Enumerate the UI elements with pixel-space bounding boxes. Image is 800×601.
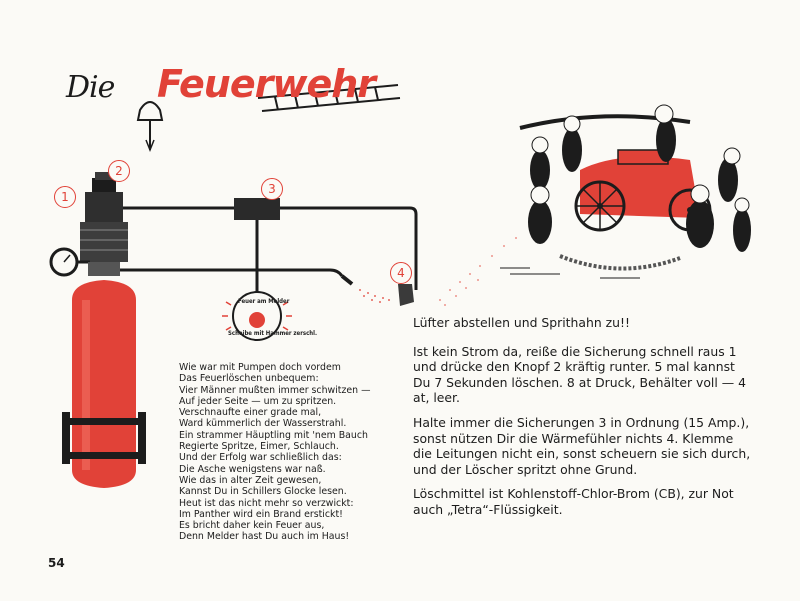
fire-brigade-scene (439, 90, 754, 306)
poem-line: Ein strammer Häuptling mit 'nem Bauch (179, 429, 368, 441)
poem-line: Es bricht daher kein Feuer aus, (179, 520, 325, 532)
poem-line: Denn Melder hast Du auch im Haus! (179, 531, 350, 543)
poem-line: Verschnaufte einer grade mal, (179, 407, 322, 419)
callout-3: 3 (261, 178, 283, 200)
melder-label-bottom: Scheibe mit Hammer zerschl. (228, 330, 318, 337)
instructions-heading: Lüfter abstellen und Sprithahn zu!! (413, 315, 630, 330)
callout-1: 1 (54, 186, 76, 208)
title-script: Die (66, 70, 115, 105)
page-number: 54 (48, 556, 65, 570)
poem-line: Auf jeder Seite — um zu spritzen. (179, 395, 337, 407)
poem-line: Regierte Spritze, Eimer, Schlauch. (179, 441, 339, 453)
poem-line: Kannst Du in Schillers Glocke lesen. (179, 486, 347, 498)
poem-line: Und der Erfolg war schließlich das: (179, 452, 342, 464)
poem-line: Wie das in alter Zeit gewesen, (179, 474, 322, 486)
bell-icon (138, 102, 162, 150)
page-title: Feuerwehr (157, 62, 376, 106)
instructions (413, 315, 753, 527)
instructions-paragraph: Halte immer die Sicherungen 3 in Ordnung (15 Amp.), sonst nützen Dir die Wärmefühler nichts 4. Klemme die Leitungen nicht ein, sonst scheuern sie sich durch, und der Löscher spritzt ohne Grund. (413, 414, 751, 477)
poem-line: Heut ist das nicht mehr so verzwickt: (179, 497, 354, 509)
instructions-paragraph: Ist kein Strom da, reiße die Sicherung schnell raus 1 und drücke den Knopf 2 kräftig runter. 5 mal kannst Du 7 Sekunden löschen. 8 at Druck, Behälter voll — 4 at, leer. (413, 343, 746, 406)
poem (179, 362, 399, 543)
poem-line: Wie war mit Pumpen doch vordem (179, 362, 341, 373)
poem-line: Die Asche wenigstens war naß. (179, 463, 326, 475)
melder-label-top: Feuer am Melder (238, 298, 290, 305)
callout-2: 2 (108, 160, 130, 182)
poem-line: Im Panther wird ein Brand erstickt! (179, 508, 343, 520)
poem-line: Vier Männer mußten immer schwitzen — (179, 384, 371, 396)
instructions-paragraph: Löschmittel ist Kohlenstoff-Chlor-Brom (CB), zur Not auch „Tetra“-Flüssigkeit. (413, 486, 734, 517)
poem-line: Das Feuerlöschen unbequem: (179, 373, 319, 385)
poem-line: Ward kümmerlich der Wasserstrahl. (179, 418, 347, 430)
callout-4: 4 (390, 262, 412, 284)
